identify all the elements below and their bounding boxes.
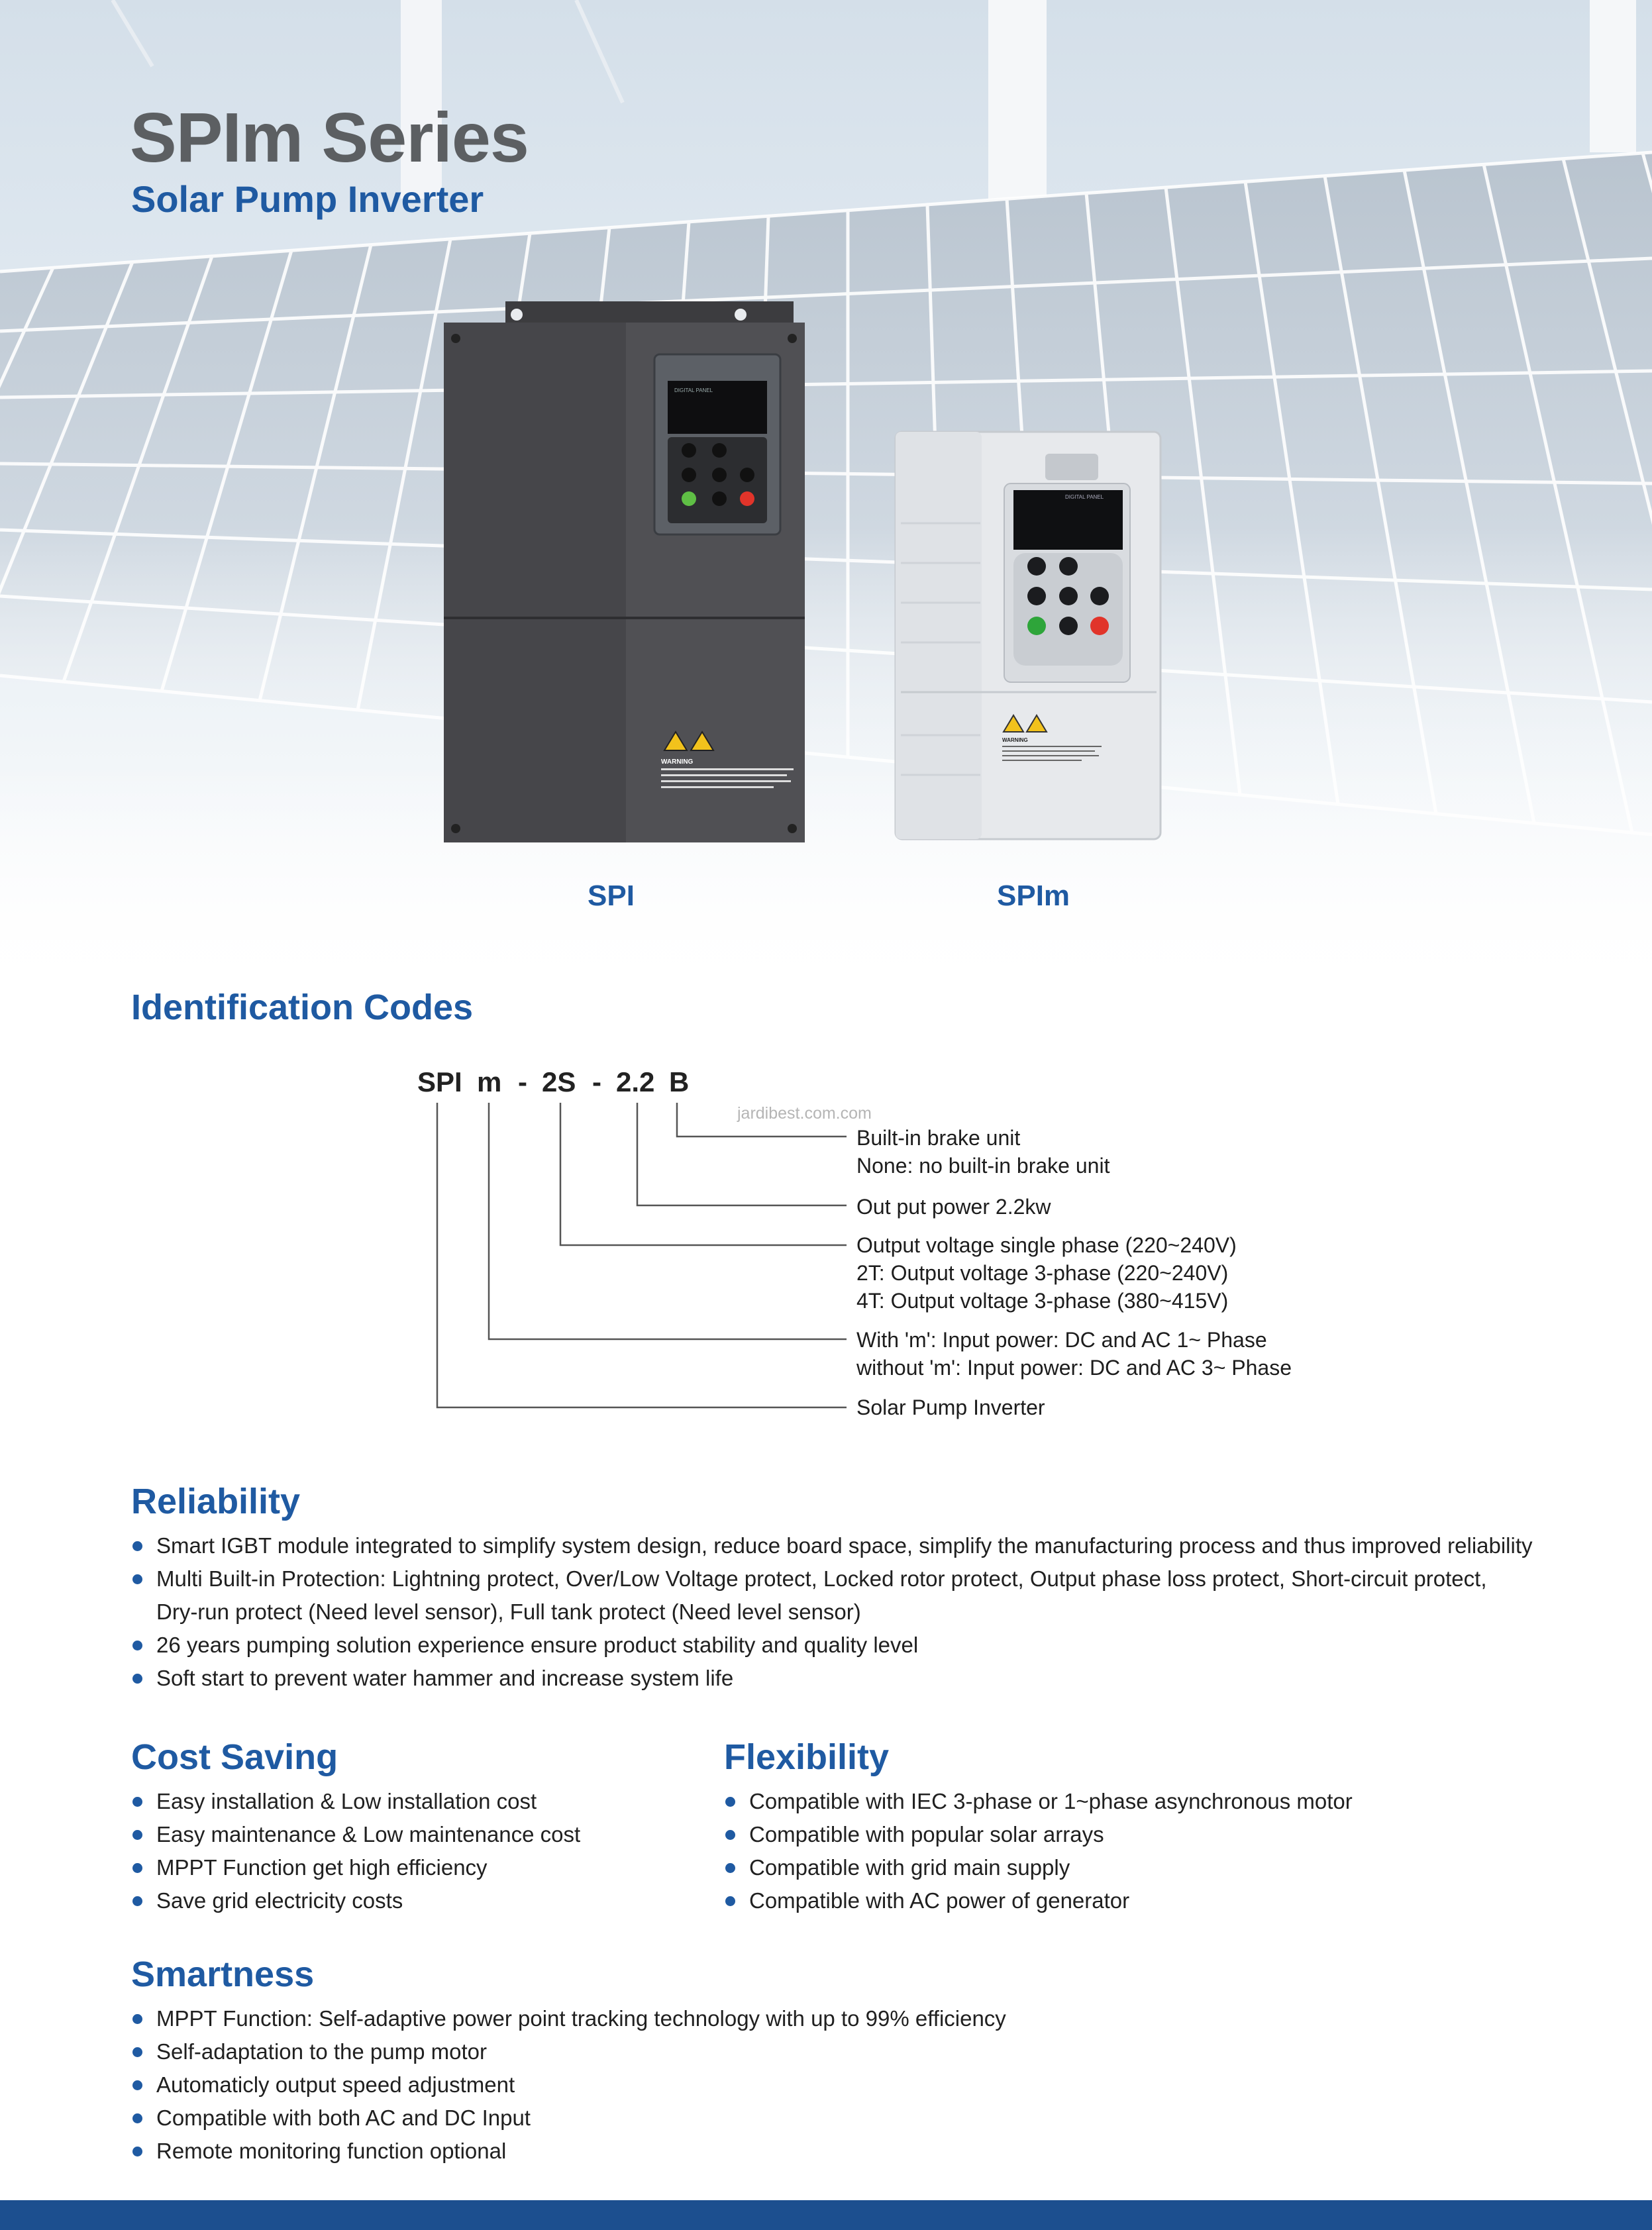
list-item: Compatible with AC power of generator [724, 1884, 1585, 1917]
series-title: SPIm Series [130, 99, 529, 177]
code-part-m: m [477, 1066, 502, 1097]
series-subtitle: Solar Pump Inverter [131, 178, 484, 220]
code-part-power: 2.2 [616, 1066, 655, 1097]
identification-codes-heading: Identification Codes [131, 988, 474, 1027]
spim-label: SPIm [997, 880, 1070, 912]
spi-warning-label: WARNING [661, 758, 694, 766]
spim-warning-label: WARNING [1002, 737, 1028, 743]
code-part-spi: SPI [417, 1066, 462, 1097]
flexibility-heading: Flexibility [724, 1737, 890, 1777]
cost-saving-list [131, 1785, 694, 1917]
spi-label: SPI [588, 880, 635, 912]
smartness-heading: Smartness [131, 1954, 315, 1994]
code-desc-input: With 'm': Input power: DC and AC 1~ Phase without 'm': Input power: DC and AC 3~ Phase [856, 1328, 1292, 1380]
list-item: MPPT Function get high efficiency [131, 1851, 694, 1884]
reliability-heading: Reliability [131, 1482, 301, 1521]
list-item: Compatible with grid main supply [724, 1851, 1585, 1884]
footer-bar [0, 2200, 1652, 2230]
code-desc-series: Solar Pump Inverter [856, 1395, 1045, 1419]
flexibility-list [724, 1785, 1585, 1917]
spim-panel-text: DIGITAL PANEL [1065, 494, 1104, 500]
list-item: 26 years pumping solution experience ensure product stability and quality level [131, 1629, 1588, 1662]
list-item: Save grid electricity costs [131, 1884, 694, 1917]
code-desc-voltage: Output voltage single phase (220~240V) 2T: Output voltage 3-phase (220~240V) 4T: Output voltage 3-phase (380~415V) [856, 1233, 1237, 1313]
watermark-text: jardibest.com.com [737, 1104, 872, 1123]
list-item: Compatible with IEC 3-phase or 1~phase asynchronous motor [724, 1785, 1585, 1818]
list-item: Self-adaptation to the pump motor [131, 2035, 1588, 2068]
code-desc-power: Out put power 2.2kw [856, 1195, 1051, 1219]
smartness-list [131, 2002, 1588, 2168]
code-part-b: B [669, 1066, 690, 1097]
list-item: Easy installation & Low installation cost [131, 1785, 694, 1818]
list-item: Soft start to prevent water hammer and increase system life [131, 1662, 1588, 1695]
list-item: Smart IGBT module integrated to simplify system design, reduce board space, simplify the manufacturing process and thus improved reliability [131, 1529, 1588, 1562]
cost-saving-heading: Cost Saving [131, 1737, 338, 1777]
spi-panel-text: DIGITAL PANEL [674, 387, 713, 393]
code-part-dash-2: - [592, 1066, 601, 1097]
list-item: Remote monitoring function optional [131, 2135, 1588, 2168]
reliability-list [131, 1529, 1588, 1695]
list-item: Multi Built-in Protection: Lightning protect, Over/Low Voltage protect, Locked rotor protect, Output phase loss protect, Short-circuit protect, [131, 1562, 1588, 1596]
list-item: MPPT Function: Self-adaptive power point tracking technology with up to 99% efficiency [131, 2002, 1588, 2035]
code-part-2s: 2S [542, 1066, 576, 1097]
list-item-continuation: Dry-run protect (Need level sensor), Full tank protect (Need level sensor) [156, 1599, 861, 1624]
list-item: Compatible with popular solar arrays [724, 1818, 1585, 1851]
list-item: Compatible with both AC and DC Input [131, 2102, 1588, 2135]
code-part-dash-1: - [518, 1066, 527, 1097]
list-item: Automaticly output speed adjustment [131, 2068, 1588, 2102]
code-desc-brake: Built-in brake unit None: no built-in brake unit [856, 1126, 1110, 1178]
list-item: Easy maintenance & Low maintenance cost [131, 1818, 694, 1851]
